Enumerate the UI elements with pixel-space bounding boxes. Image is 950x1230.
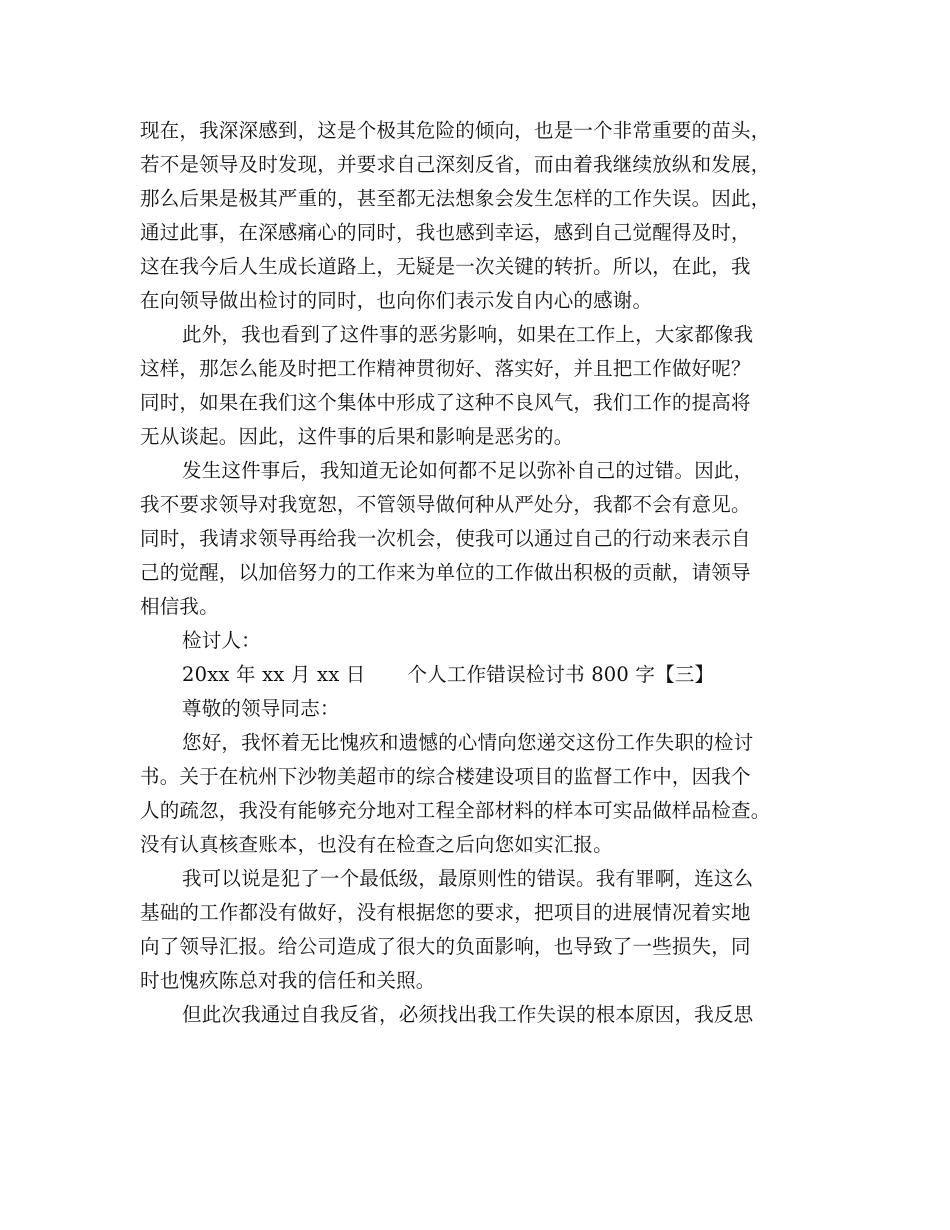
text-line: 这在我今后人生成长道路上，无疑是一次关键的转折。所以，在此，我 (140, 255, 751, 278)
text-line: 时也愧疚陈总对我的信任和关照。 (140, 969, 436, 992)
text-line: 我可以说是犯了一个最低级，最原则性的错误。我有罪啊，连这么 (182, 867, 754, 890)
text-line: 现在，我深深感到，这是个极其危险的倾向，也是一个非常重要的苗头， (140, 119, 771, 142)
salutation: 尊敬的领导同志： (182, 697, 340, 720)
text-line: 我不要求领导对我宽恕，不管领导做何种从严处分，我都不会有意见。 (140, 493, 751, 516)
text-line: 人的疏忽，我没有能够充分地对工程全部材料的样本可实品做样品检查。 (140, 799, 771, 822)
text-line: 书。关于在杭州下沙物美超市的综合楼建设项目的监督工作中，因我个 (140, 765, 751, 788)
text-line: 在向领导做出检讨的同时，也向你们表示发自内心的感谢。 (140, 289, 653, 312)
text-line: 向了领导汇报。给公司造成了很大的负面影响，也导致了一些损失，同 (140, 935, 751, 958)
text-line: 这样，那怎么能及时把工作精神贯彻好、落实好，并且把工作做好呢？ (140, 357, 751, 380)
text-line: 那么后果是极其严重的，甚至都无法想象会发生怎样的工作失误。因此， (140, 187, 771, 210)
date-and-heading-line (140, 658, 830, 692)
text-line: 相信我。 (140, 595, 219, 618)
text-line: 发生这件事后，我知道无论如何都不足以弥补自己的过错。因此， (182, 459, 754, 482)
signature-label: 检讨人： (182, 629, 261, 652)
document-body (140, 114, 830, 1032)
text-line: 通过此事，在深感痛心的同时，我也感到幸运，感到自己觉醒得及时， (140, 221, 751, 244)
text-line: 若不是领导及时发现，并要求自己深刻反省，而由着我继续放纵和发展， (140, 153, 771, 176)
text-line: 无从谈起。因此，这件事的后果和影响是恶劣的。 (140, 425, 574, 448)
text-line: 同时，我请求领导再给我一次机会，使我可以通过自己的行动来表示自 (140, 527, 751, 550)
text-line: 己的觉醒，以加倍努力的工作来为单位的工作做出积极的贡献，请领导 (140, 561, 751, 584)
text-line: 但此次我通过自我反省，必须找出我工作失误的根本原因，我反思 (182, 1003, 754, 1026)
text-line: 您好，我怀着无比愧疚和遗憾的心情向您递交这份工作失职的检讨 (182, 731, 754, 754)
text-line: 没有认真核查账本，也没有在检查之后向您如实汇报。 (140, 833, 613, 856)
section-heading: 个人工作错误检讨书 800 字【三】 (407, 663, 715, 686)
text-line: 同时，如果在我们这个集体中形成了这种不良风气，我们工作的提高将 (140, 391, 751, 414)
text-line: 此外，我也看到了这件事的恶劣影响，如果在工作上，大家都像我 (182, 323, 754, 346)
date-text: 20xx 年 xx 月 xx 日 (182, 663, 366, 686)
text-line: 基础的工作都没有做好，没有根据您的要求，把项目的进展情况着实地 (140, 901, 751, 924)
